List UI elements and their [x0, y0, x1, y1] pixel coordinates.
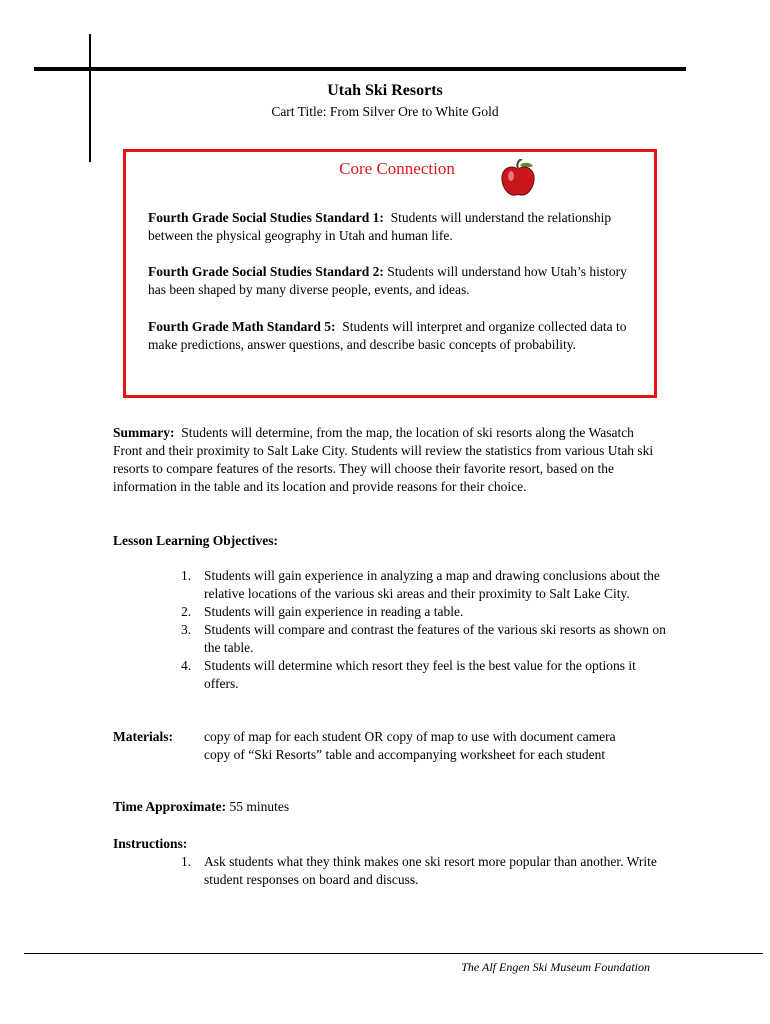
cart-title: Cart Title: From Silver Ore to White Gold [271, 104, 499, 119]
summary-text: Students will determine, from the map, the location of ski resorts along the Wasatch Front and their proximity to Salt Lake City. Students will review the statistics from various Utah ski resorts to compare features of the resorts. They will choose their favorite resort, based on the information in the table and its location and provide reasons for their choice. [113, 425, 654, 494]
objectives-list [176, 567, 666, 693]
core-connection-heading: Core Connection [339, 159, 455, 178]
list-text: Students will gain experience in reading a table. [204, 604, 464, 619]
standard-3-text: Students will interpret and organize collected data to make predictions, answer questions, and describe basic concepts of probability. [148, 319, 627, 352]
standard-2-text: Students will understand how Utah’s history has been shaped by many diverse people, events, and ideas. [148, 264, 627, 297]
apple-icon [500, 159, 536, 197]
objectives-title: Lesson Learning Objectives: [113, 533, 278, 548]
materials-text [204, 728, 664, 764]
summary-label: Summary: [113, 425, 175, 440]
footer-rule [24, 953, 763, 954]
standard-3-label: Fourth Grade Math Standard 5: [148, 319, 336, 334]
list-number: 1. [181, 568, 192, 583]
materials-label: Materials: [113, 729, 173, 744]
instructions-title: Instructions: [113, 836, 188, 851]
list-number: 3. [181, 622, 192, 637]
standard-1-text: Students will understand the relationship between the physical geography in Utah and human life. [148, 210, 612, 243]
list-item [176, 567, 666, 603]
list-text: Students will compare and contrast the features of the various ski resorts as shown on the table. [204, 622, 666, 655]
footer-credit: The Alf Engen Ski Museum Foundation [461, 960, 650, 974]
standard-1-label: Fourth Grade Social Studies Standard 1: [148, 210, 384, 225]
list-item [176, 621, 666, 657]
list-text: Students will gain experience in analyzing a map and drawing conclusions about the relative locations of the various ski areas and their proximity to Salt Lake City. [204, 568, 660, 601]
header-rule [34, 67, 686, 71]
materials-line-1: copy of map for each student OR copy of map to use with document camera [204, 729, 616, 744]
instructions-list [176, 853, 666, 889]
summary-paragraph [113, 424, 658, 496]
list-item [176, 853, 666, 889]
standard-2 [148, 263, 648, 299]
time-label: Time Approximate: [113, 799, 227, 814]
list-number: 4. [181, 658, 192, 673]
list-text: Students will determine which resort they feel is the best value for the options it offers. [204, 658, 636, 691]
standard-1 [148, 209, 648, 245]
standard-2-label: Fourth Grade Social Studies Standard 2: [148, 264, 384, 279]
page-title: Utah Ski Resorts [327, 82, 443, 99]
standard-3 [148, 318, 648, 354]
core-connection-box [123, 149, 657, 398]
list-item [176, 657, 666, 693]
list-item [176, 603, 666, 621]
time-value: 55 minutes [229, 799, 290, 814]
list-number: 2. [181, 604, 192, 619]
list-text: Ask students what they think makes one ski resort more popular than another. Write student responses on board and discuss. [204, 854, 657, 887]
list-number: 1. [181, 854, 192, 869]
materials-line-2: copy of “Ski Resorts” table and accompanying worksheet for each student [204, 747, 606, 762]
time-approximate [113, 798, 289, 816]
